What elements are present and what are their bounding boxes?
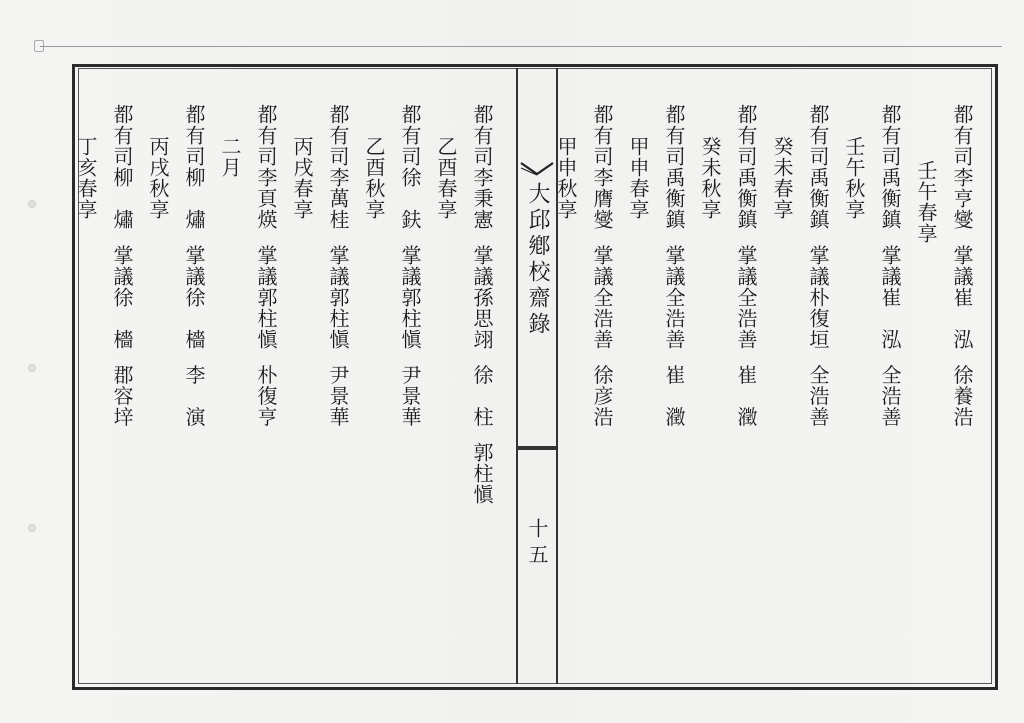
text-column: 乙酉春享 bbox=[434, 136, 458, 220]
text-column: 二月 bbox=[218, 136, 242, 178]
text-column: 都有司禹衡鎮 掌議全浩善 崔 瀓 bbox=[662, 104, 686, 428]
text-column: 都有司柳 熽 掌議徐 檣 郡容垶 bbox=[110, 104, 134, 428]
fish-tail-mark-icon bbox=[520, 162, 554, 176]
spine-divider bbox=[518, 446, 556, 450]
text-column: 癸未春享 bbox=[770, 136, 794, 220]
text-column: 都有司徐 鈇 掌議郭柱愼 尹景華 bbox=[398, 104, 422, 428]
text-column: 都有司禹衡鎮 掌議全浩善 崔 瀓 bbox=[734, 104, 758, 428]
book-title: 大邱鄕校齋錄 bbox=[525, 182, 550, 338]
text-column: 都有司李頁煐 掌議郭柱愼 朴復亨 bbox=[254, 104, 278, 428]
text-column: 丙戌春享 bbox=[290, 136, 314, 220]
text-column: 丁亥春享 bbox=[74, 136, 98, 220]
text-column: 都有司禹衡鎮 掌議崔 泓 全浩善 bbox=[878, 104, 902, 428]
page-number: 十五 bbox=[525, 518, 549, 570]
text-column: 壬午春享 bbox=[914, 160, 938, 244]
text-column: 甲申春享 bbox=[626, 136, 650, 220]
text-column: 壬午秋享 bbox=[842, 136, 866, 220]
spine-line-left bbox=[516, 68, 518, 684]
punch-hole bbox=[28, 200, 36, 208]
text-column: 都有司禹衡鎮 掌議朴復垣 全浩善 bbox=[806, 104, 830, 428]
text-column: 癸未秋享 bbox=[698, 136, 722, 220]
text-column: 都有司李亨燮 掌議崔 泓 徐養浩 bbox=[950, 104, 974, 428]
top-rule bbox=[40, 46, 1002, 47]
text-column: 乙酉秋享 bbox=[362, 136, 386, 220]
text-column: 丙戌秋享 bbox=[146, 136, 170, 220]
text-column: 都有司柳 熽 掌議徐 檣 李 演 bbox=[182, 104, 206, 428]
punch-hole bbox=[28, 364, 36, 372]
punch-hole bbox=[28, 524, 36, 532]
text-column: 都有司李膺燮 掌議全浩善 徐彦浩 bbox=[590, 104, 614, 428]
text-column: 都有司李秉憲 掌議孫思翊 徐 柱 郭柱愼 bbox=[470, 104, 494, 506]
text-column: 甲申秋享 bbox=[554, 136, 578, 220]
text-column: 都有司李萬桂 掌議郭柱愼 尹景華 bbox=[326, 104, 350, 428]
